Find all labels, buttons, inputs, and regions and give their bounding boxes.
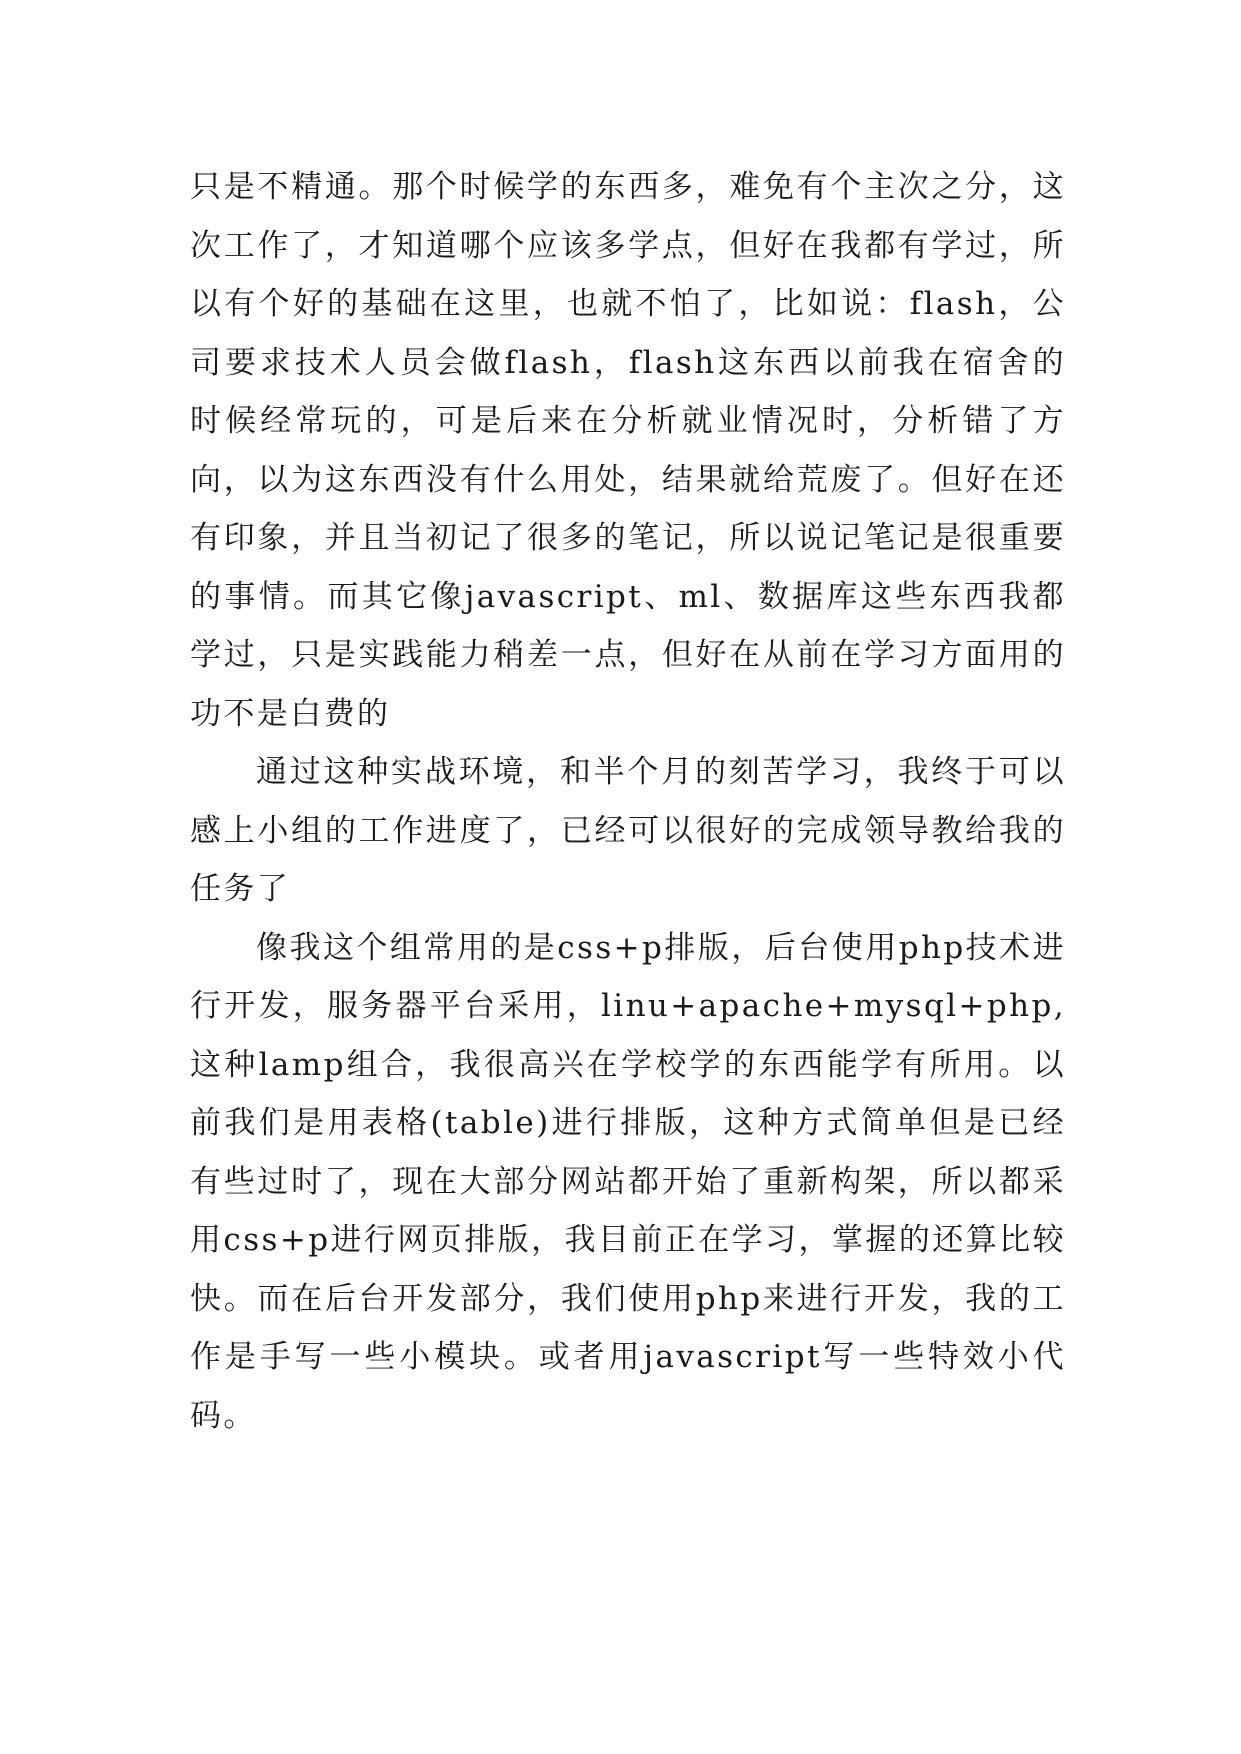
document-body xyxy=(190,158,1066,1445)
paragraph-2: 通过这种实战环境，和半个月的刻苦学习，我终于可以感上小组的工作进度了，已经可以很好的完成领导教给我的任务了 xyxy=(190,754,1066,907)
paragraph-3: 像我这个组常用的是css+p排版，后台使用php技术进行开发，服务器平台采用，linu+apache+mysql+php,这种lamp组合，我很高兴在学校学的东西能学有所用。以前我们是用表格(table)进行排版，这种方式简单但是已经有些过时了，现在大部分网站都开始了重新构架，所以都采用css+p进行网页排版，我目前正在学习，掌握的还算比较快。而在后台开发部分，我们使用php来进行开发，我的工作是手写一些小模块。或者用javascript写一些特效小代码。 xyxy=(190,929,1066,1434)
paragraph-1: 只是不精通。那个时候学的东西多，难免有个主次之分，这次工作了，才知道哪个应该多学点，但好在我都有学过，所以有个好的基础在这里，也就不怕了，比如说：flash，公司要求技术人员会做flash，flash这东西以前我在宿舍的时候经常玩的，可是后来在分析就业情况时，分析错了方向，以为这东西没有什么用处，结果就给荒废了。但好在还有印象，并且当初记了很多的笔记，所以说记笔记是很重要的事情。而其它像javascript、ml、数据库这些东西我都学过，只是实践能力稍差一点，但好在从前在学习方面用的功不是白费的 xyxy=(190,169,1066,732)
